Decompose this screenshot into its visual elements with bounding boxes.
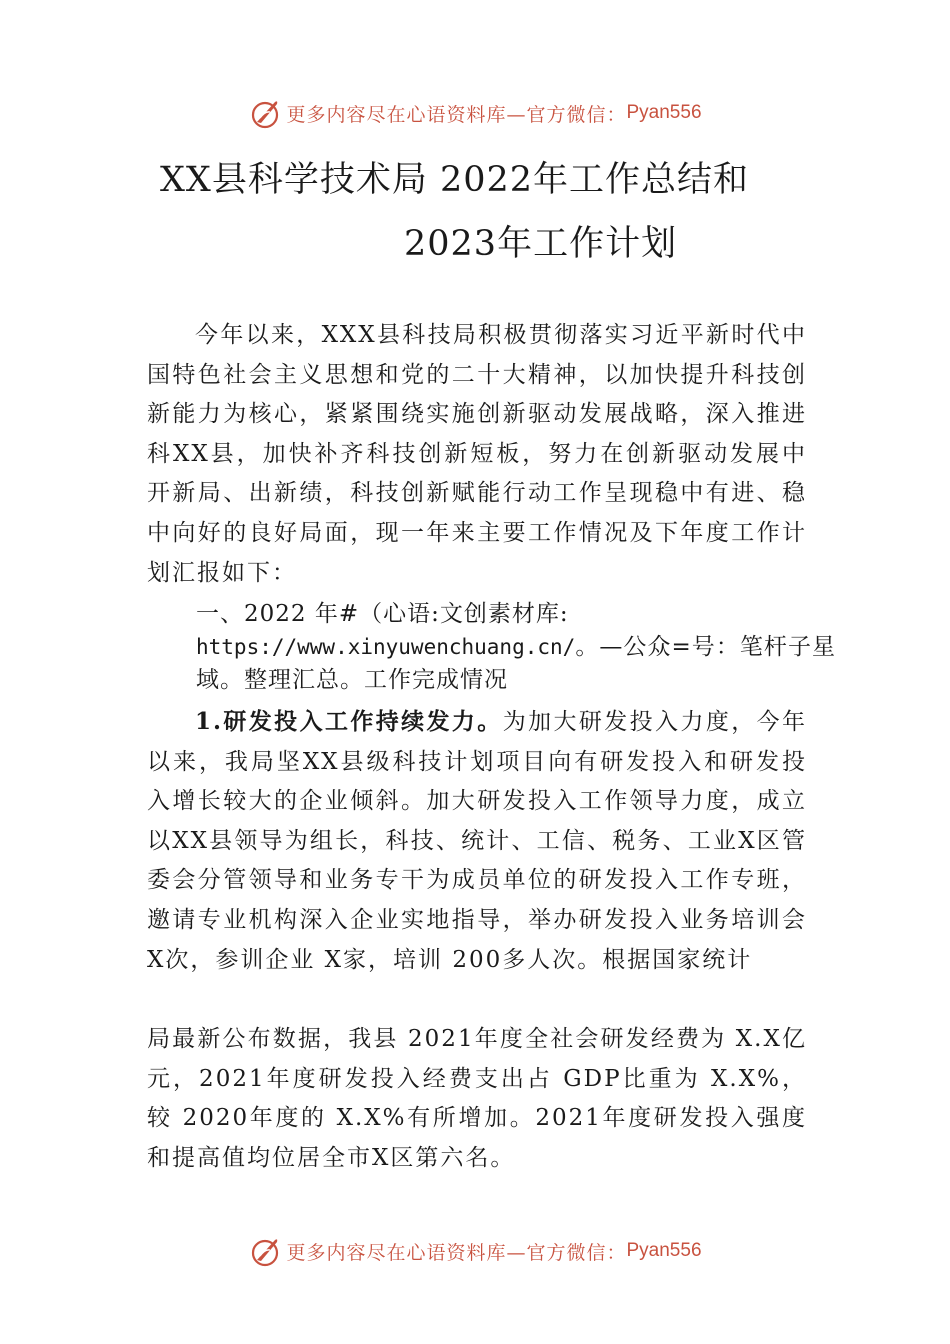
- section-heading-text: 一、2022 年#（心语:文创素材库:: [196, 601, 569, 627]
- watermark-header: [0, 96, 950, 130]
- intro-paragraph: 今年以来，XXX县科技局积极贯彻落实习近平新时代中国特色社会主义思想和党的二十大精神，以加快提升科技创新能力为核心，紧紧围绕实施创新驱动发展战略，深入推进科XX县，加快补齐科技创新短板，努力在创新驱动发展中开新局、出新绩，科技创新赋能行动工作呈现稳中有进、稳中向好的良好局面，现一年来主要工作情况及下年度工作计划汇报如下：: [147, 322, 807, 586]
- item-heading: 1.研发投入工作持续发力。: [195, 708, 503, 735]
- watermark-wechat-id: Pyan556: [626, 1240, 702, 1261]
- watermark-text: 更多内容尽在心语资料库—官方微信：: [286, 1241, 627, 1264]
- section-heading-1: [196, 598, 836, 697]
- document-title-line2: 2023年工作计划: [404, 224, 678, 264]
- source-url-link[interactable]: https://www.xinyuwenchuang.cn/: [196, 635, 576, 659]
- document-title-line1: XX县科学技术局 2022年工作总结和: [160, 160, 750, 200]
- item-body: 为加大研发投入力度，今年以来，我局坚XX县级科技计划项目向有研发投入和研发投入增长较大的企业倾斜。加大研发投入工作领导力度，成立以XX县领导为组长，科技、统计、工信、税务、工业X区管委会分管领导和业务专干为成员单位的研发投入工作专班，邀请专业机构深入企业实地指导，举办研发投入业务培训会 X次，参训企业 X家，培训 200多人次。根据国家统计: [147, 709, 807, 973]
- item-paragraph-1: [147, 702, 807, 980]
- watermark-footer: [0, 1234, 950, 1268]
- feather-pen-seal-icon: [248, 1234, 282, 1268]
- watermark-text: 更多内容尽在心语资料库—官方微信：: [286, 103, 627, 126]
- watermark-wechat-id: Pyan556: [626, 102, 702, 123]
- item-paragraph-1-cont: 局最新公布数据，我县 2021年度全社会研发经费为 X.X亿元，2021年度研发投入经费支出占 GDP比重为 X.X%，较 2020年度的 X.X%有所增加。2021年度研发投入强度和提高值均位居全市X区第六名。: [147, 1026, 807, 1171]
- feather-pen-seal-icon: [248, 96, 282, 130]
- section-heading-text-cont: 。—公众=号：笔杆子星域。整理汇总。工作完成情况: [196, 634, 836, 693]
